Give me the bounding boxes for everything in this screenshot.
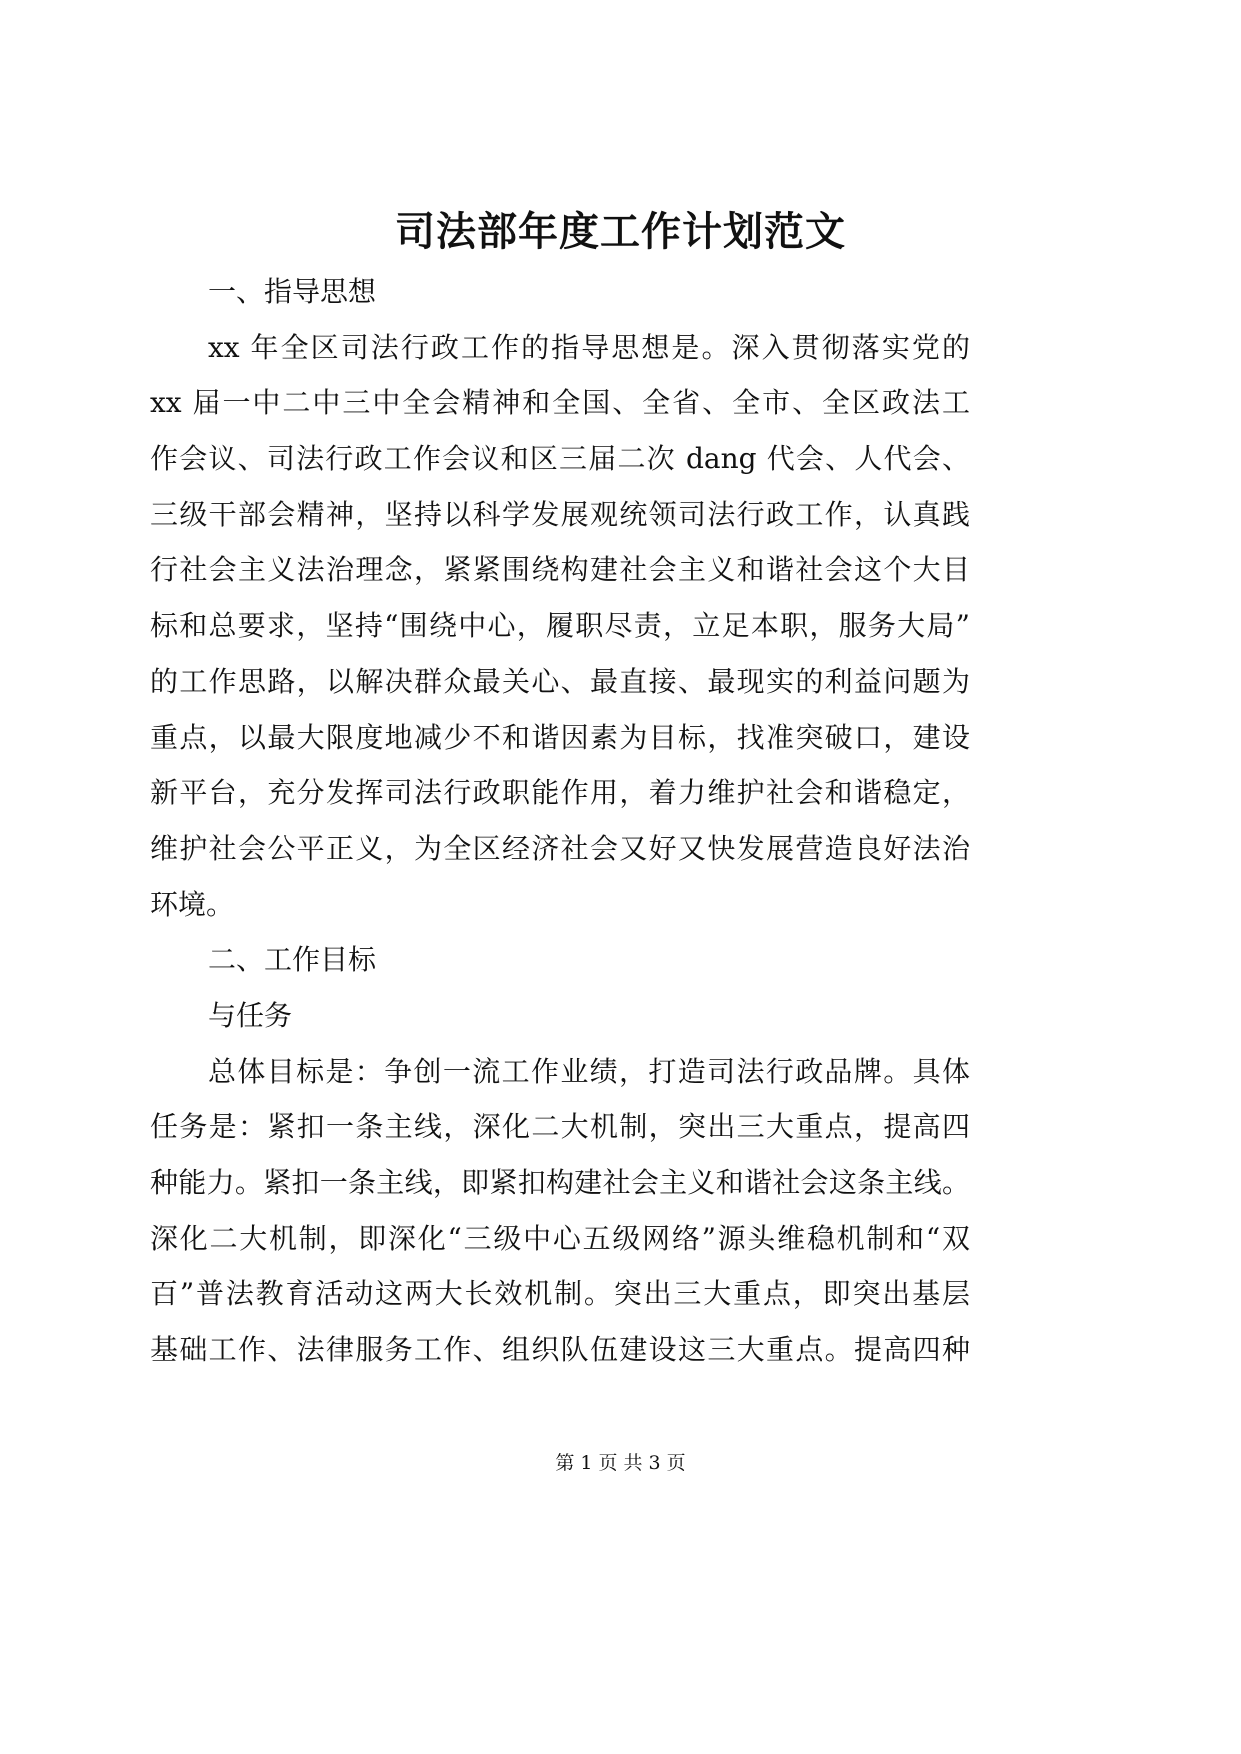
text-line: 百”普法教育活动这两大长效机制。突出三大重点，即突出基层 — [150, 1277, 970, 1311]
text-line: 任务是：紧扣一条主线，深化二大机制，突出三大重点，提高四 — [150, 1110, 970, 1144]
text-line: 行社会主义法治理念，紧紧围绕构建社会主义和谐社会这个大目 — [150, 553, 970, 587]
text-line: 与任务 — [208, 998, 293, 1032]
text-line: 的工作思路，以解决群众最关心、最直接、最现实的利益问题为 — [150, 664, 970, 698]
text-line: 标和总要求，坚持“围绕中心，履职尽责，立足本职，服务大局” — [150, 609, 970, 643]
text-line: 二、工作目标 — [208, 943, 377, 977]
text-line: xx 年全区司法行政工作的指导思想是。深入贯彻落实党的 — [208, 330, 970, 364]
text-line: 一、指导思想 — [208, 275, 377, 308]
text-line: 新平台，充分发挥司法行政职能作用，着力维护社会和谐稳定， — [150, 776, 970, 810]
text-line: 总体目标是：争创一流工作业绩，打造司法行政品牌。具体 — [208, 1054, 970, 1088]
text-line: 环境。 — [150, 887, 235, 921]
text-line: 重点，以最大限度地减少不和谐因素为目标，找准突破口，建设 — [150, 720, 970, 754]
document-body — [150, 264, 970, 1378]
page-number-footer: 第 1 页 共 3 页 — [555, 1452, 686, 1474]
text-line: xx 届一中二中三中全会精神和全国、全省、全市、全区政法工 — [150, 386, 970, 420]
document-title: 司法部年度工作计划范文 — [395, 208, 846, 255]
text-line: 维护社会公平正义，为全区经济社会又好又快发展营造良好法治 — [150, 831, 970, 865]
text-line: 基础工作、法律服务工作、组织队伍建设这三大重点。提高四种 — [150, 1333, 970, 1367]
text-line: 三级干部会精神，坚持以科学发展观统领司法行政工作，认真践 — [150, 497, 970, 531]
text-line: 种能力。紧扣一条主线，即紧扣构建社会主义和谐社会这条主线。 — [150, 1166, 970, 1199]
text-line: 作会议、司法行政工作会议和区三届二次 dang 代会、人代会、 — [150, 442, 970, 476]
text-line: 深化二大机制，即深化“三级中心五级网络”源头维稳机制和“双 — [150, 1221, 970, 1255]
